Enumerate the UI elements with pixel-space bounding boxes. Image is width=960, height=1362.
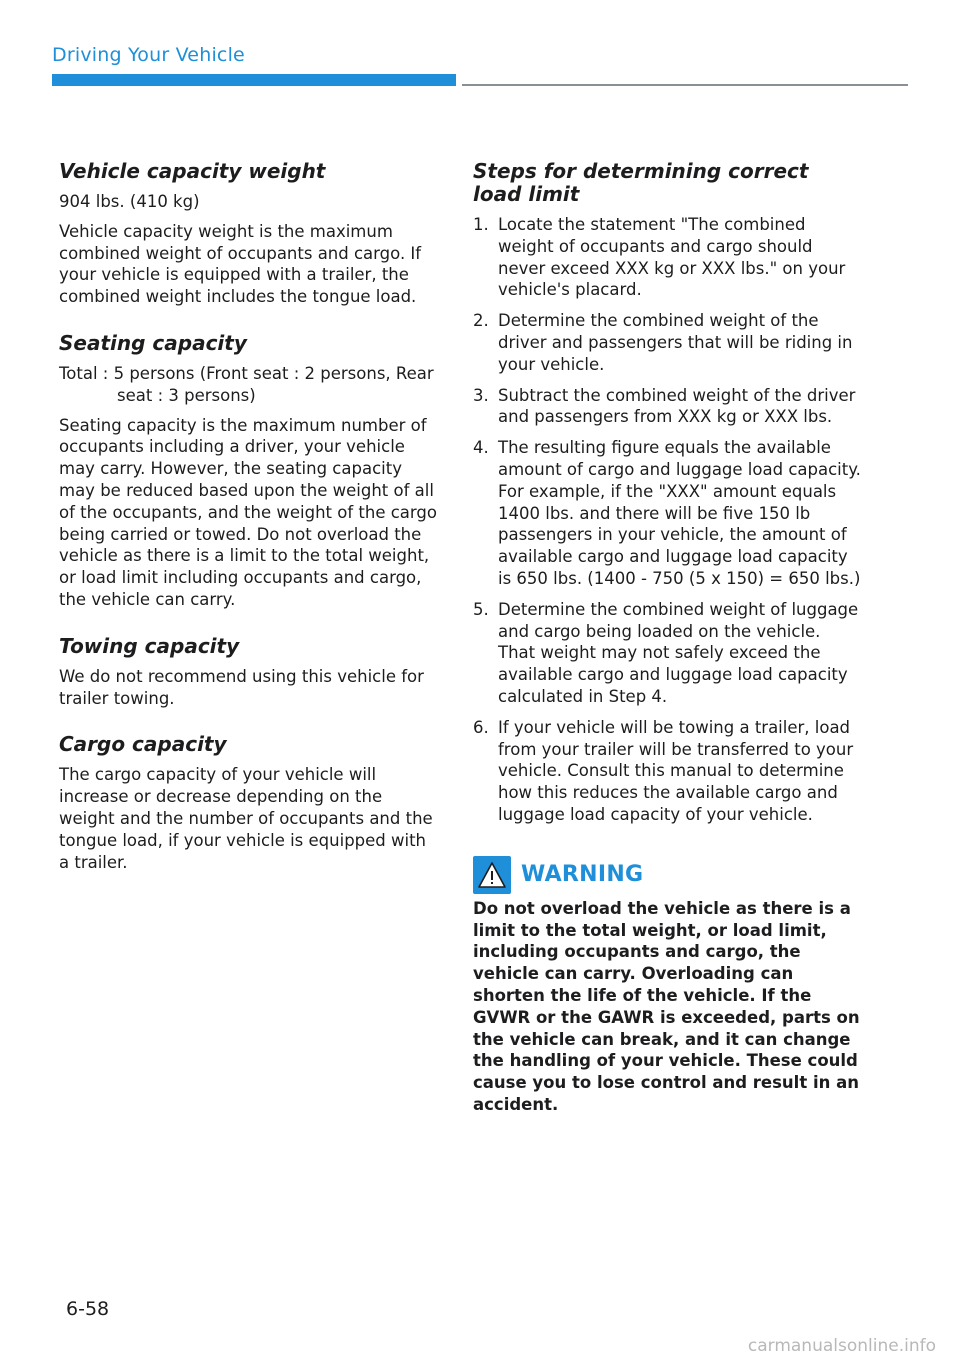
- header-divider: [462, 84, 908, 86]
- vehicle-capacity-section: [59, 160, 441, 308]
- vehicle-capacity-body: Vehicle capacity weight is the maximum combined weight of occupants and cargo. If your vehicle is equipped with a trailer, the combined weight includes the tongue load.: [59, 221, 422, 307]
- warning-text: Do not overload the vehicle as there is a limit to the total weight, or load limit, including occupants and cargo, the vehicle can carry. Overloading can shorten the life of the vehicle. If the GVWR or the GAWR is exceeded, parts on the vehicle can break, and it can change the handling of your vehicle. These could cause you to lose control and result in an accident.: [473, 898, 860, 1114]
- cargo-capacity-heading: Cargo capacity: [59, 732, 227, 757]
- section-title: Driving Your Vehicle: [52, 44, 245, 66]
- vehicle-capacity-value: 904 lbs. (410 kg): [59, 192, 200, 211]
- cargo-capacity-section: [59, 733, 441, 873]
- step-number: 4.: [473, 438, 489, 458]
- step-item: [473, 717, 861, 826]
- seating-capacity-total: Total : 5 persons (Front seat : 2 persons, Rear seat : 3 persons): [59, 363, 434, 405]
- step-number: 6.: [473, 717, 489, 737]
- right-column: [473, 160, 861, 1116]
- step-number: 1.: [473, 215, 489, 234]
- seating-capacity-heading: Seating capacity: [59, 330, 247, 355]
- steps-list: [473, 214, 861, 826]
- step-item: [473, 437, 861, 590]
- seating-capacity-body: Seating capacity is the maximum number of occupants including a driver, your vehicle may carry. However, the seating capacity may be reduced based upon the weight of all of the occupants, and the weight of the cargo being carried or towed. Do not overload the vehicle as there is a limit to the total weight, or load limit including occupants and cargo, the vehicle can carry.: [59, 415, 437, 609]
- towing-capacity-section: [59, 635, 441, 710]
- towing-capacity-body: We do not recommend using this vehicle for trailer towing.: [59, 666, 424, 708]
- warning-triangle-icon: [473, 856, 511, 894]
- step-text: If your vehicle will be towing a trailer, load from your trailer will be transferred to your vehicle. Consult this manual to determine how this reduces the available cargo and luggage load capacity of your vehicle.: [498, 717, 854, 824]
- header-accent-bar: [52, 74, 456, 86]
- step-text: Determine the combined weight of luggage and cargo being loaded on the vehicle. That weight may not safely exceed the available cargo and luggage load capacity calculated in Step 4.: [498, 599, 859, 706]
- cargo-capacity-body: The cargo capacity of your vehicle will increase or decrease depending on the weight and the number of occupants and the tongue load, if your vehicle is equipped with a trailer.: [59, 765, 433, 872]
- step-number: 5.: [473, 599, 489, 619]
- warning-header: [473, 856, 861, 894]
- step-text: Determine the combined weight of the driver and passengers that will be riding in your vehicle.: [498, 311, 853, 374]
- warning-label: WARNING: [521, 862, 644, 888]
- warning-box: [473, 856, 861, 1116]
- step-item: [473, 214, 861, 301]
- step-number: 2.: [473, 311, 489, 331]
- seating-capacity-section: [59, 332, 441, 611]
- step-text: The resulting figure equals the available amount of cargo and luggage load capacity. For example, if the "XXX" amount equals 1400 lbs. and there will be five 150 lb passengers in your vehicle, the amount of available cargo and luggage load capacity is 650 lbs. (1400 - 750 (5 x 150) = 650 lbs.): [498, 438, 861, 588]
- left-column: [59, 160, 441, 897]
- step-item: [473, 385, 861, 429]
- towing-capacity-heading: Towing capacity: [59, 633, 240, 658]
- step-item: [473, 599, 861, 708]
- watermark: carmanualsonline.info: [747, 1336, 936, 1356]
- step-number: 3.: [473, 385, 489, 405]
- page-number: 6-58: [66, 1298, 110, 1320]
- vehicle-capacity-heading: Vehicle capacity weight: [59, 159, 326, 183]
- step-text: Subtract the combined weight of the driver and passengers from XXX kg or XXX lbs.: [498, 385, 856, 427]
- step-item: [473, 310, 861, 375]
- step-text: Locate the statement "The combined weight of occupants and cargo should never exceed XXX kg or XXX lbs." on your vehicle's placard.: [498, 215, 846, 300]
- steps-heading: Steps for determining correct load limit: [473, 159, 809, 206]
